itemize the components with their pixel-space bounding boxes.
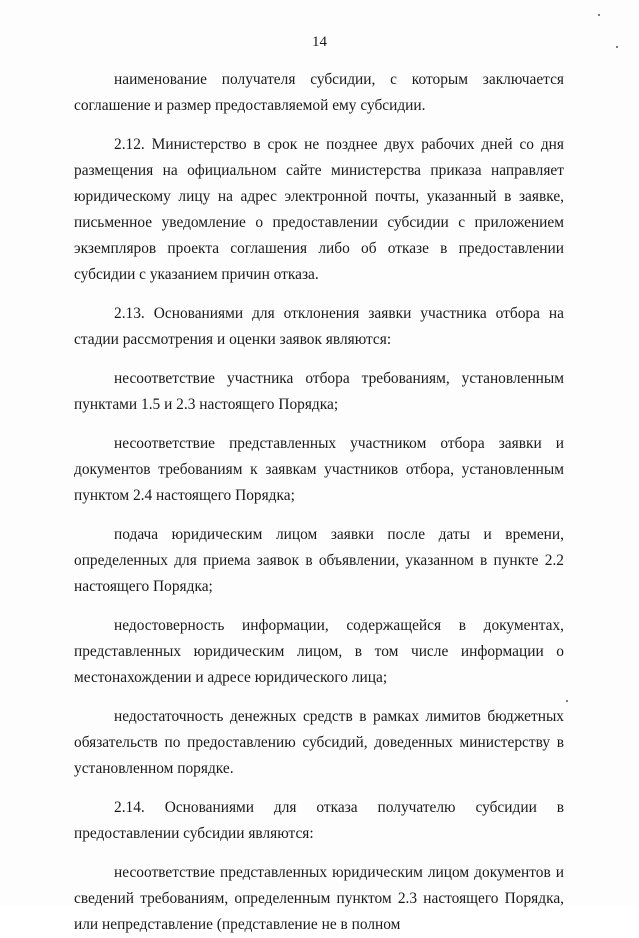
list-item-criteria-5: недостаточность денежных средств в рамках лимитов бюджетных обязательств по предоставлению субсидий, доведенных министерству в установленном порядке. [74,708,564,777]
paragraph-2-12: 2.12. Министерство в срок не позднее двух рабочих дней со дня размещения на официальном сайте министерства приказа направляет юридическому лицу на адрес электронной почты, указанный в заявке, письменное уведомление о предоставлении субсидии с приложением экземпляров проекта соглашения либо об отказе в предоставлении субсидии с указанием причин отказа. [74,136,564,283]
paragraph-continuation: наименование получателя субсидии, с которым заключается соглашение и размер предоставляемой ему субсидии. [74,71,564,114]
list-item-refusal-1: несоответствие представленных юридическим лицом документов и сведений требованиям, определенным пунктом 2.3 настоящего Порядка, или непредставление (представление не в полном [74,864,564,933]
list-item-criteria-3: подача юридическим лицом заявки после даты и времени, определенных для приема заявок в объявлении, указанном в пункте 2.2 настоящего Порядка; [74,526,564,595]
scan-speck [616,46,618,48]
scan-speck [566,700,568,702]
list-item-criteria-4: недостоверность информации, содержащейся в документах, представленных юридическим лицом, в том числе информации о местонахождении и адресе юридического лица; [74,617,564,686]
paragraph-2-14: 2.14. Основаниями для отказа получателю субсидии в предоставлении субсидии являются: [74,799,564,842]
document-body [74,67,564,938]
scan-speck [598,14,600,16]
list-item-criteria-2: несоответствие представленных участником отбора заявки и документов требованиям к заявкам участников отбора, установленным пунктом 2.4 настоящего Порядка; [74,435,564,504]
list-item-criteria-1: несоответствие участника отбора требованиям, установленным пунктами 1.5 и 2.3 настоящего Порядка; [74,370,564,413]
page-number: 14 [312,34,327,50]
paragraph-2-13: 2.13. Основаниями для отклонения заявки участника отбора на стадии рассмотрения и оценки заявок являются: [74,305,564,348]
